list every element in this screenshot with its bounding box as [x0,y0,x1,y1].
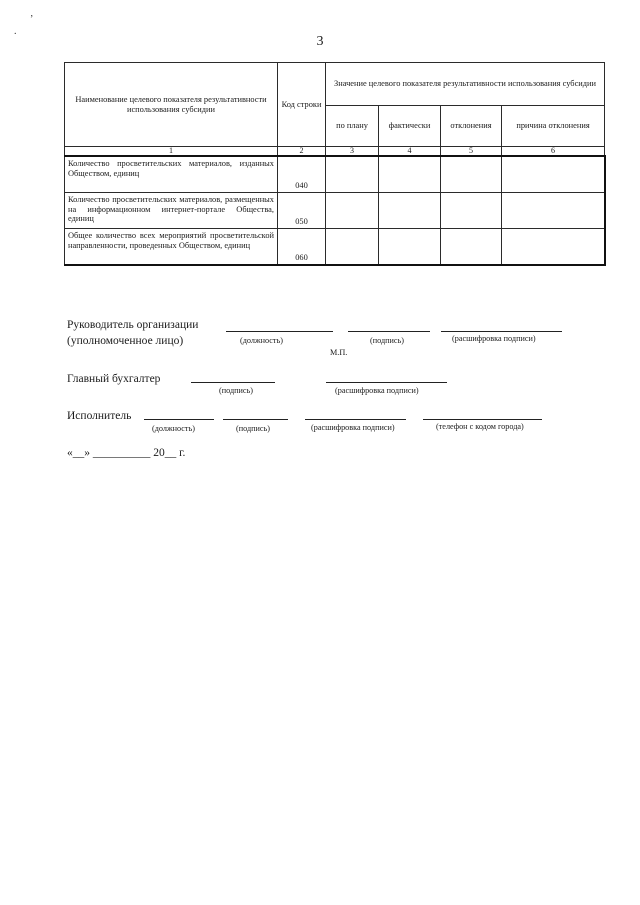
stamp-place: М.П. [330,348,348,357]
indicator-name: Количество просветительских материалов, размещенных на информационном интернет-портале Общества, единиц [65,193,278,229]
executor-position-line[interactable] [144,419,214,420]
header-plan: по плану [326,106,379,147]
header-deviation: отклонения [441,106,502,147]
executor-signature-line[interactable] [223,419,288,420]
column-number: 6 [502,147,605,157]
accountant-signature-line[interactable] [191,382,275,383]
executor-title: Исполнитель [67,410,132,422]
accountant-signature-caption: (подпись) [219,386,253,395]
executor-signature-caption: (подпись) [236,424,270,433]
head-signature-line[interactable] [348,331,430,332]
header-row-code: Код строки [278,63,326,147]
column-number: 4 [379,147,441,157]
deviation-reason-cell[interactable] [502,193,605,229]
scan-mark: . [14,26,17,37]
head-decoding-line[interactable] [441,331,562,332]
head-position-line[interactable] [226,331,333,332]
indicator-name: Общее количество всех мероприятий просветительской направленности, проведенных Обществом, единиц [65,229,278,266]
deviation-reason-cell[interactable] [502,156,605,193]
actual-cell[interactable] [379,193,441,229]
column-number: 5 [441,147,502,157]
accountant-title: Главный бухгалтер [67,373,161,385]
row-code: 050 [278,193,326,229]
executor-decoding-line[interactable] [305,419,406,420]
executor-phone-line[interactable] [423,419,542,420]
page-number: 3 [316,34,324,49]
actual-cell[interactable] [379,229,441,266]
date-line[interactable]: «__» __________ 20__ г. [67,447,186,459]
deviation-cell[interactable] [441,193,502,229]
row-code: 040 [278,156,326,193]
deviation-reason-cell[interactable] [502,229,605,266]
plan-cell[interactable] [326,193,379,229]
scan-mark: ’ [30,14,34,25]
plan-cell[interactable] [326,156,379,193]
head-position-caption: (должность) [240,336,283,345]
deviation-cell[interactable] [441,156,502,193]
table-row [65,193,605,229]
indicator-name: Количество просветительских материалов, изданных Обществом, единиц [65,156,278,193]
head-signature-caption: (подпись) [370,336,404,345]
executor-decoding-caption: (расшифровка подписи) [311,423,395,432]
executor-phone-caption: (телефон с кодом города) [436,422,524,431]
column-number: 3 [326,147,379,157]
row-code: 060 [278,229,326,266]
header-indicator-name: Наименование целевого показателя результативности использования субсидии [65,63,278,147]
header-indicator-value: Значение целевого показателя результативности использования субсидии [326,63,605,106]
column-number: 1 [65,147,278,157]
table-row [65,229,605,266]
plan-cell[interactable] [326,229,379,266]
head-decoding-caption: (расшифровка подписи) [452,334,536,343]
header-actual: фактически [379,106,441,147]
executor-position-caption: (должность) [152,424,195,433]
head-title: Руководитель организации [67,319,199,331]
actual-cell[interactable] [379,156,441,193]
accountant-decoding-line[interactable] [326,382,447,383]
table-row [65,156,605,193]
accountant-decoding-caption: (расшифровка подписи) [335,386,419,395]
subsidy-indicators-table [64,62,606,266]
column-number: 2 [278,147,326,157]
deviation-cell[interactable] [441,229,502,266]
head-title-sub: (уполномоченное лицо) [67,335,184,347]
header-deviation-reason: причина отклонения [502,106,605,147]
